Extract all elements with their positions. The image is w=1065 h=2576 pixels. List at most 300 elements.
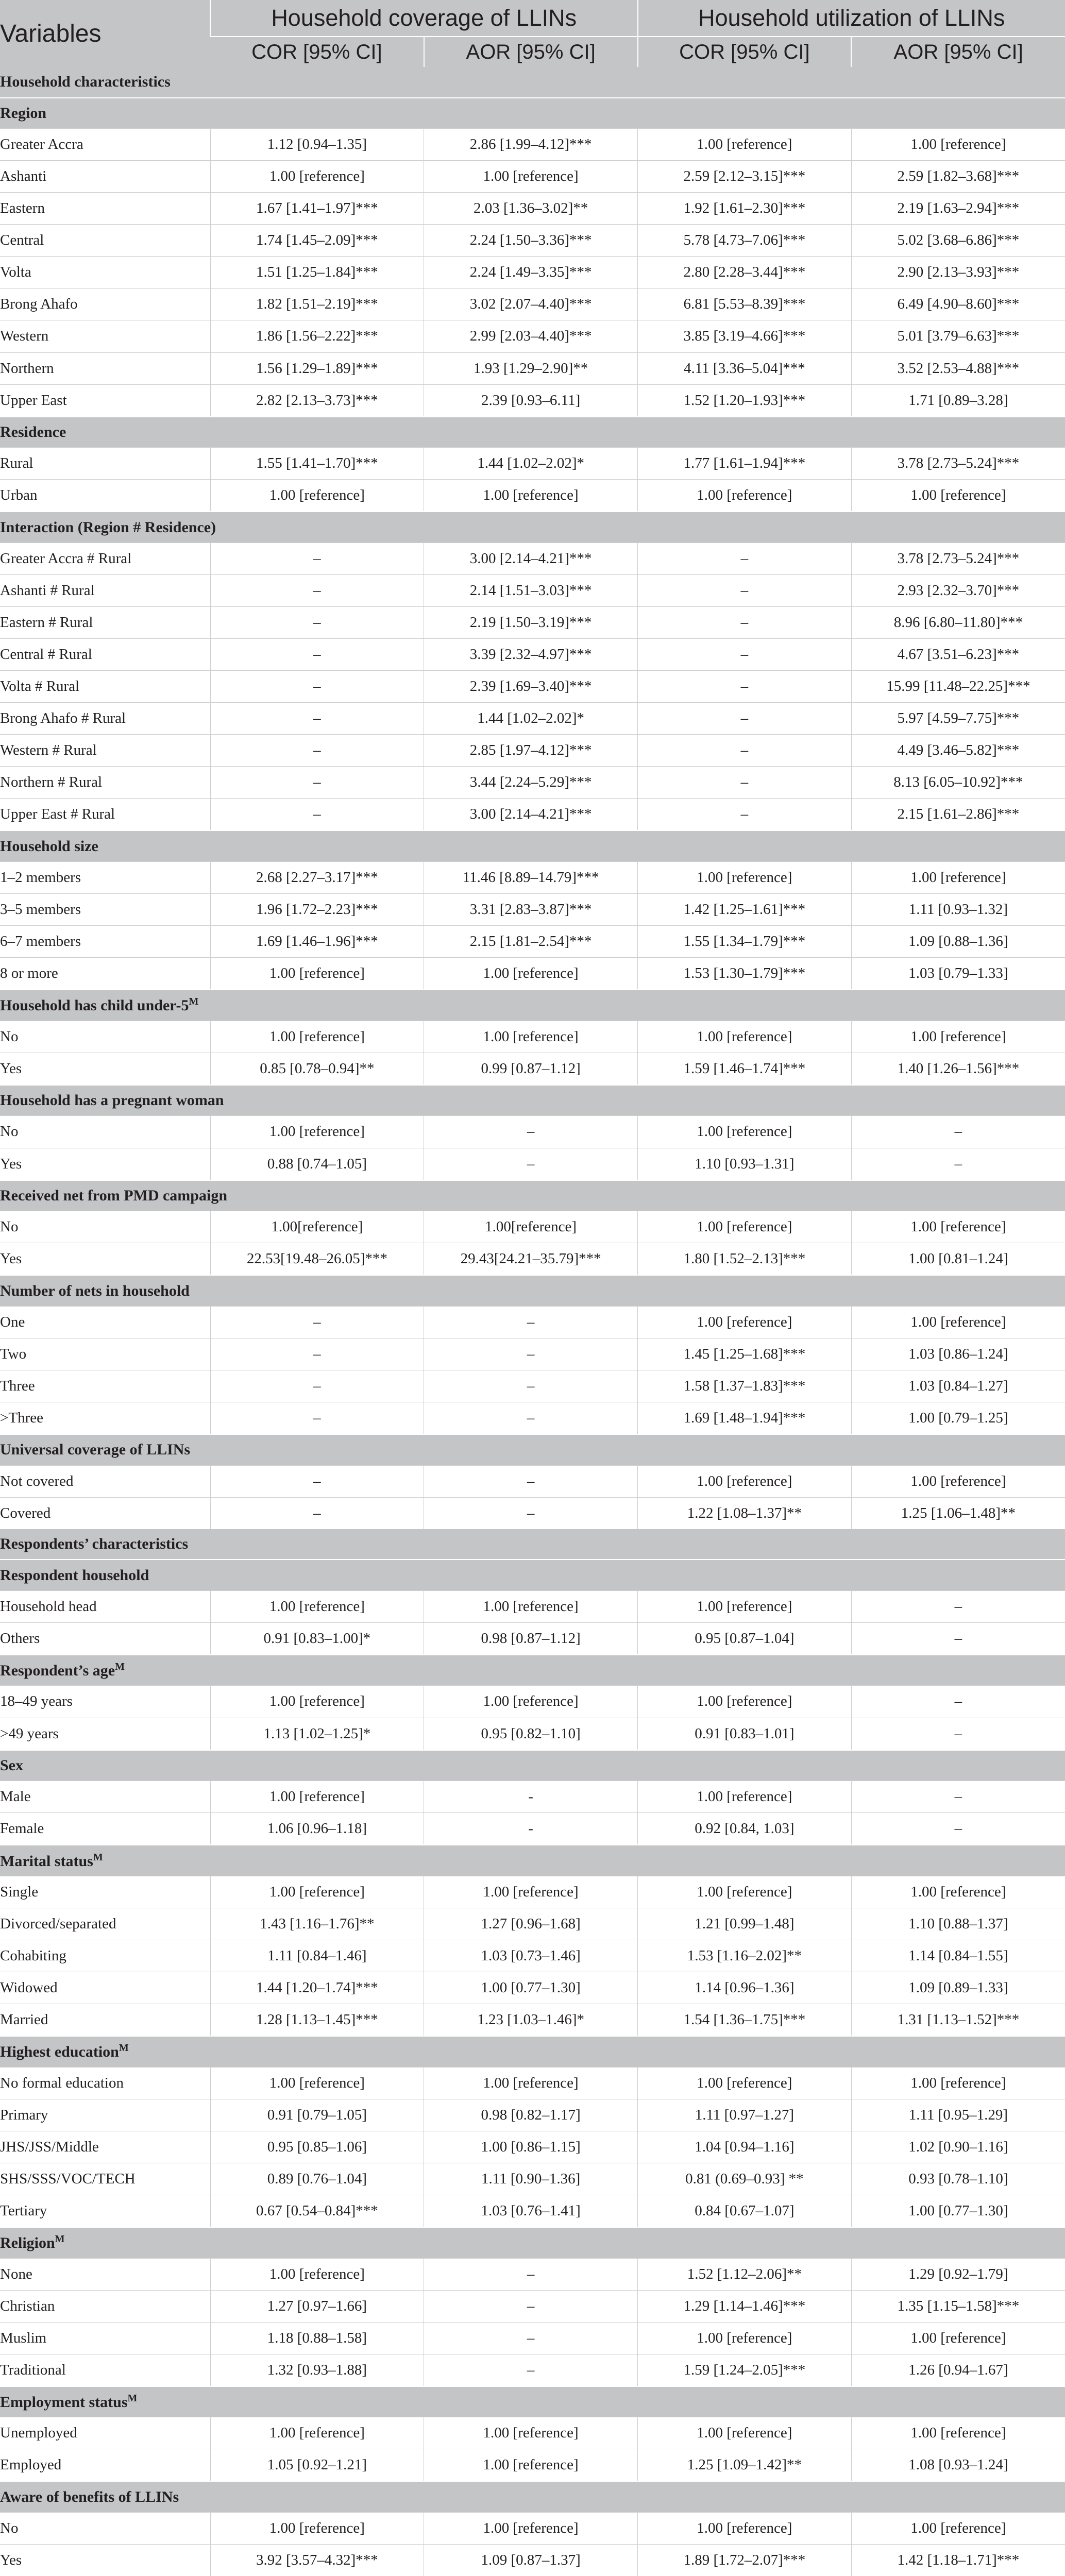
utilization-aor-cell: 3.78 [2.73–5.24]*** <box>851 448 1065 480</box>
row-label: Two <box>0 1338 210 1370</box>
coverage-cor-cell: 22.53[19.48–26.05]*** <box>210 1243 424 1276</box>
utilization-cor-cell: 1.80 [1.52–2.13]*** <box>638 1243 852 1276</box>
table-row <box>0 289 1065 320</box>
variable-group-row <box>0 831 1065 861</box>
table-row <box>0 671 1065 703</box>
utilization-cor-cell: 1.89 [1.72–2.07]*** <box>638 2545 852 2576</box>
row-label: Male <box>0 1781 210 1813</box>
utilization-cor-cell: 0.91 [0.83–1.01] <box>638 1718 852 1750</box>
coverage-cor-cell: 0.95 [0.85–1.06] <box>210 2131 424 2163</box>
utilization-aor-cell: – <box>851 1590 1065 1622</box>
table-row <box>0 2067 1065 2099</box>
row-label: Muslim <box>0 2322 210 2354</box>
row-label: Primary <box>0 2099 210 2131</box>
utilization-cor-cell: 1.69 [1.48–1.94]*** <box>638 1402 852 1434</box>
table-row <box>0 1338 1065 1370</box>
utilization-cor-cell: 1.53 [1.30–1.79]*** <box>638 958 852 990</box>
utilization-aor-cell: 1.11 [0.93–1.32] <box>851 894 1065 926</box>
coverage-cor-cell: – <box>210 735 424 767</box>
table-row <box>0 1306 1065 1338</box>
variable-group-row <box>0 1434 1065 1465</box>
coverage-cor-cell: 1.00 [reference] <box>210 161 424 193</box>
table-row <box>0 703 1065 735</box>
utilization-aor-cell: 8.13 [6.05–10.92]*** <box>851 767 1065 799</box>
table-row <box>0 2512 1065 2544</box>
utilization-aor-cell: 1.09 [0.88–1.36] <box>851 926 1065 958</box>
coverage-cor-cell: 1.51 [1.25–1.84]*** <box>210 257 424 289</box>
coverage-cor-header: COR [95% CI] <box>210 37 424 67</box>
row-label: Not covered <box>0 1465 210 1497</box>
variable-group-title <box>0 1750 1065 1781</box>
row-title-text: Respondents’ characteristics <box>0 1535 189 1552</box>
variable-group-title <box>0 2036 1065 2067</box>
multivariable-mark: M <box>93 1851 103 1863</box>
utilization-cor-cell: 1.00 [reference] <box>638 129 852 161</box>
utilization-aor-cell: 1.00 [0.81–1.24] <box>851 1243 1065 1276</box>
table-row <box>0 320 1065 352</box>
utilization-aor-cell: 1.00 [reference] <box>851 1306 1065 1338</box>
utilization-aor-cell: 1.42 [1.18–1.71]*** <box>851 2545 1065 2576</box>
row-label: No formal education <box>0 2067 210 2099</box>
table-row <box>0 767 1065 799</box>
utilization-aor-cell: – <box>851 1781 1065 1813</box>
row-label: Yes <box>0 2545 210 2576</box>
row-label: No <box>0 2512 210 2544</box>
utilization-aor-cell: – <box>851 1686 1065 1718</box>
coverage-cor-cell: 0.85 [0.78–0.94]** <box>210 1053 424 1085</box>
row-label: Cohabiting <box>0 1940 210 1972</box>
table-row <box>0 543 1065 574</box>
coverage-aor-cell: 0.98 [0.82–1.17] <box>424 2099 638 2131</box>
utilization-cor-cell: 1.00 [reference] <box>638 861 852 893</box>
row-label: 18–49 years <box>0 1686 210 1718</box>
utilization-aor-cell: 2.90 [2.13–3.93]*** <box>851 257 1065 289</box>
utilization-cor-cell: 1.00 [reference] <box>638 1211 852 1243</box>
coverage-cor-cell: 2.82 [2.13–3.73]*** <box>210 384 424 417</box>
row-title-text: Aware of benefits of LLINs <box>0 2488 179 2505</box>
row-title-text: Employment status <box>0 2394 128 2411</box>
row-title-text: Respondent household <box>0 1566 149 1584</box>
coverage-aor-cell: 1.00 [reference] <box>424 1590 638 1622</box>
row-label: Brong Ahafo # Rural <box>0 703 210 735</box>
utilization-aor-cell: 1.00 [reference] <box>851 2067 1065 2099</box>
coverage-cor-cell: 0.67 [0.54–0.84]*** <box>210 2195 424 2227</box>
row-label: Yes <box>0 1053 210 1085</box>
table-row <box>0 861 1065 893</box>
variable-group-row <box>0 2386 1065 2417</box>
table-row <box>0 225 1065 257</box>
row-label: 3–5 members <box>0 894 210 926</box>
table-row <box>0 2449 1065 2482</box>
row-label: No <box>0 1211 210 1243</box>
coverage-cor-cell: 0.91 [0.83–1.00]* <box>210 1622 424 1655</box>
row-label: Ashanti <box>0 161 210 193</box>
section-title <box>0 1529 1065 1560</box>
variable-group-title <box>0 1434 1065 1465</box>
utilization-aor-cell: – <box>851 1622 1065 1655</box>
utilization-cor-cell: 1.11 [0.97–1.27] <box>638 2099 852 2131</box>
utilization-cor-cell: 1.00 [reference] <box>638 1306 852 1338</box>
table-row <box>0 352 1065 384</box>
table-row <box>0 1465 1065 1497</box>
utilization-aor-cell: 6.49 [4.90–8.60]*** <box>851 289 1065 320</box>
variable-group-row <box>0 98 1065 129</box>
coverage-aor-cell: – <box>424 2290 638 2322</box>
coverage-cor-cell: 1.00 [reference] <box>210 2417 424 2449</box>
utilization-aor-cell: 1.00 [reference] <box>851 2512 1065 2544</box>
utilization-aor-cell: – <box>851 1718 1065 1750</box>
coverage-aor-cell: 2.24 [1.50–3.36]*** <box>424 225 638 257</box>
coverage-aor-cell: 1.00 [0.86–1.15] <box>424 2131 638 2163</box>
coverage-aor-cell: 1.00[reference] <box>424 1211 638 1243</box>
row-label: Central <box>0 225 210 257</box>
row-label: Household head <box>0 1590 210 1622</box>
coverage-aor-cell: – <box>424 1370 638 1402</box>
coverage-aor-cell: 1.44 [1.02–2.02]* <box>424 703 638 735</box>
utilization-cor-cell: 1.58 [1.37–1.83]*** <box>638 1370 852 1402</box>
utilization-aor-cell: 5.97 [4.59–7.75]*** <box>851 703 1065 735</box>
utilization-cor-cell: – <box>638 606 852 638</box>
row-title-text: Religion <box>0 2234 55 2252</box>
table-row <box>0 735 1065 767</box>
utilization-cor-cell: 1.45 [1.25–1.68]*** <box>638 1338 852 1370</box>
row-label: Volta # Rural <box>0 671 210 703</box>
row-label: Western # Rural <box>0 735 210 767</box>
section-title <box>0 67 1065 98</box>
utilization-cor-cell: – <box>638 543 852 574</box>
coverage-aor-cell: 3.31 [2.83–3.87]*** <box>424 894 638 926</box>
coverage-aor-cell: 11.46 [8.89–14.79]*** <box>424 861 638 893</box>
coverage-cor-cell: 1.05 [0.92–1.21] <box>210 2449 424 2482</box>
table-row <box>0 161 1065 193</box>
row-label: Others <box>0 1622 210 1655</box>
variable-group-title <box>0 417 1065 448</box>
coverage-aor-cell: – <box>424 1148 638 1180</box>
coverage-aor-cell: 1.00 [reference] <box>424 2417 638 2449</box>
utilization-aor-cell: 1.29 [0.92–1.79] <box>851 2258 1065 2290</box>
coverage-cor-cell: 1.00 [reference] <box>210 1876 424 1908</box>
coverage-aor-cell: - <box>424 1781 638 1813</box>
coverage-cor-cell: 1.44 [1.20–1.74]*** <box>210 1972 424 2004</box>
coverage-cor-cell: 1.00 [reference] <box>210 1021 424 1053</box>
table-row <box>0 2417 1065 2449</box>
utilization-cor-cell: 1.00 [reference] <box>638 1021 852 1053</box>
coverage-aor-cell: 1.00 [reference] <box>424 958 638 990</box>
utilization-aor-cell: 2.93 [2.32–3.70]*** <box>851 574 1065 606</box>
utilization-aor-cell: 2.59 [1.82–3.68]*** <box>851 161 1065 193</box>
table-row <box>0 2099 1065 2131</box>
row-title-text: Household characteristics <box>0 73 171 91</box>
coverage-aor-cell: – <box>424 1465 638 1497</box>
coverage-aor-cell: 3.39 [2.32–4.97]*** <box>424 639 638 671</box>
utilization-aor-cell: 1.03 [0.86–1.24] <box>851 1338 1065 1370</box>
utilization-aor-cell: 1.14 [0.84–1.55] <box>851 1940 1065 1972</box>
utilization-aor-cell: 2.15 [1.61–2.86]*** <box>851 799 1065 831</box>
utilization-aor-cell: 3.78 [2.73–5.24]*** <box>851 543 1065 574</box>
row-title-text: Respondent’s age <box>0 1662 115 1680</box>
row-label: >Three <box>0 1402 210 1434</box>
row-title-text: Residence <box>0 423 66 440</box>
row-label: No <box>0 1116 210 1148</box>
row-label: Married <box>0 2004 210 2037</box>
table-row <box>0 1243 1065 1276</box>
coverage-cor-cell: – <box>210 703 424 735</box>
row-title-text: Household has a pregnant woman <box>0 1092 224 1109</box>
coverage-cor-cell: 1.06 [0.96–1.18] <box>210 1813 424 1845</box>
variable-group-title <box>0 2227 1065 2258</box>
utilization-aor-cell: 1.25 [1.06–1.48]** <box>851 1497 1065 1529</box>
row-label: Yes <box>0 1243 210 1276</box>
utilization-cor-cell: 1.00 [reference] <box>638 480 852 512</box>
coverage-cor-cell: – <box>210 1465 424 1497</box>
variable-group-title <box>0 1655 1065 1686</box>
row-label: Urban <box>0 480 210 512</box>
table-row <box>0 2290 1065 2322</box>
coverage-aor-cell: – <box>424 1402 638 1434</box>
coverage-aor-cell: 1.00 [reference] <box>424 1876 638 1908</box>
utilization-cor-cell: 1.04 [0.94–1.16] <box>638 2131 852 2163</box>
coverage-cor-cell: 1.00 [reference] <box>210 2067 424 2099</box>
variable-group-row <box>0 2227 1065 2258</box>
table-row <box>0 1686 1065 1718</box>
row-label: Northern # Rural <box>0 767 210 799</box>
utilization-cor-cell: 0.92 [0.84, 1.03] <box>638 1813 852 1845</box>
utilization-aor-cell: – <box>851 1813 1065 1845</box>
utilization-aor-cell: – <box>851 1148 1065 1180</box>
utilization-aor-cell: 1.00 [reference] <box>851 2322 1065 2354</box>
coverage-cor-cell: 1.00 [reference] <box>210 1686 424 1718</box>
utilization-cor-cell: 1.92 [1.61–2.30]*** <box>638 193 852 225</box>
coverage-cor-cell: 1.00 [reference] <box>210 2258 424 2290</box>
utilization-cor-cell: 6.81 [5.53–8.39]*** <box>638 289 852 320</box>
row-label: Yes <box>0 1148 210 1180</box>
coverage-aor-cell: 2.39 [1.69–3.40]*** <box>424 671 638 703</box>
utilization-cor-cell: 1.77 [1.61–1.94]*** <box>638 448 852 480</box>
coverage-aor-cell: 2.85 [1.97–4.12]*** <box>424 735 638 767</box>
variables-header: Variables <box>0 0 210 67</box>
row-label: Divorced/separated <box>0 1908 210 1940</box>
utilization-aor-cell: 1.71 [0.89–3.28] <box>851 384 1065 417</box>
utilization-cor-cell: 1.00 [reference] <box>638 2417 852 2449</box>
coverage-aor-cell: 2.99 [2.03–4.40]*** <box>424 320 638 352</box>
coverage-cor-cell: – <box>210 767 424 799</box>
coverage-cor-cell: – <box>210 1497 424 1529</box>
variable-group-title <box>0 1085 1065 1116</box>
coverage-cor-cell: 1.12 [0.94–1.35] <box>210 129 424 161</box>
coverage-cor-cell: 1.00[reference] <box>210 1211 424 1243</box>
utilization-cor-cell: 1.52 [1.12–2.06]** <box>638 2258 852 2290</box>
utilization-aor-cell: 2.19 [1.63–2.94]*** <box>851 193 1065 225</box>
variable-group-title <box>0 98 1065 129</box>
utilization-cor-cell: – <box>638 671 852 703</box>
row-label: Upper East # Rural <box>0 799 210 831</box>
utilization-aor-header: AOR [95% CI] <box>851 37 1065 67</box>
table-row <box>0 606 1065 638</box>
utilization-aor-cell: 1.00 [reference] <box>851 2417 1065 2449</box>
utilization-cor-cell: 1.00 [reference] <box>638 1686 852 1718</box>
multivariable-mark: M <box>127 2393 138 2404</box>
coverage-aor-cell: 29.43[24.21–35.79]*** <box>424 1243 638 1276</box>
utilization-aor-cell: 1.03 [0.79–1.33] <box>851 958 1065 990</box>
table-row <box>0 639 1065 671</box>
table-row <box>0 193 1065 225</box>
utilization-cor-cell: 1.10 [0.93–1.31] <box>638 1148 852 1180</box>
coverage-aor-cell: 1.93 [1.29–2.90]** <box>424 352 638 384</box>
table-row <box>0 2004 1065 2037</box>
table-row <box>0 1021 1065 1053</box>
row-title-text: Highest education <box>0 2043 119 2061</box>
coverage-cor-cell: 0.89 [0.76–1.04] <box>210 2163 424 2195</box>
utilization-cor-cell: 1.54 [1.36–1.75]*** <box>638 2004 852 2037</box>
coverage-aor-cell: 2.24 [1.49–3.35]*** <box>424 257 638 289</box>
coverage-cor-cell: – <box>210 574 424 606</box>
table-row <box>0 257 1065 289</box>
utilization-cor-cell: 1.22 [1.08–1.37]** <box>638 1497 852 1529</box>
row-label: Three <box>0 1370 210 1402</box>
coverage-aor-cell: 1.23 [1.03–1.46]* <box>424 2004 638 2037</box>
row-title-text: Received net from PMD campaign <box>0 1187 228 1204</box>
utilization-cor-cell: 1.42 [1.25–1.61]*** <box>638 894 852 926</box>
utilization-aor-cell: 0.93 [0.78–1.10] <box>851 2163 1065 2195</box>
coverage-aor-cell: 1.00 [reference] <box>424 2512 638 2544</box>
utilization-cor-header: COR [95% CI] <box>638 37 852 67</box>
coverage-cor-cell: 1.11 [0.84–1.46] <box>210 1940 424 1972</box>
table-row <box>0 2354 1065 2386</box>
coverage-cor-cell: 1.67 [1.41–1.97]*** <box>210 193 424 225</box>
table-row <box>0 448 1065 480</box>
utilization-aor-cell: 1.00 [reference] <box>851 1465 1065 1497</box>
table-row <box>0 1908 1065 1940</box>
row-label: Employed <box>0 2449 210 2482</box>
utilization-aor-cell: 15.99 [11.48–22.25]*** <box>851 671 1065 703</box>
row-title-text: Region <box>0 104 46 122</box>
utilization-cor-cell: – <box>638 799 852 831</box>
coverage-cor-cell: 1.96 [1.72–2.23]*** <box>210 894 424 926</box>
utilization-aor-cell: 1.40 [1.26–1.56]*** <box>851 1053 1065 1085</box>
coverage-aor-cell: – <box>424 1338 638 1370</box>
row-label: Western <box>0 320 210 352</box>
coverage-cor-cell: 2.68 [2.27–3.17]*** <box>210 861 424 893</box>
utilization-cor-cell: 1.00 [reference] <box>638 2067 852 2099</box>
utilization-aor-cell: 1.00 [reference] <box>851 129 1065 161</box>
utilization-cor-cell: – <box>638 767 852 799</box>
coverage-aor-cell: 0.99 [0.87–1.12] <box>424 1053 638 1085</box>
coverage-cor-cell: 0.91 [0.79–1.05] <box>210 2099 424 2131</box>
coverage-cor-cell: 1.00 [reference] <box>210 958 424 990</box>
row-label: Covered <box>0 1497 210 1529</box>
table-row <box>0 2545 1065 2576</box>
variable-group-row <box>0 417 1065 448</box>
coverage-cor-cell: 1.43 [1.16–1.76]** <box>210 1908 424 1940</box>
coverage-cor-cell: – <box>210 799 424 831</box>
row-label: Upper East <box>0 384 210 417</box>
utilization-cor-cell: 1.00 [reference] <box>638 1465 852 1497</box>
coverage-aor-cell: – <box>424 2258 638 2290</box>
variable-group-row <box>0 1845 1065 1876</box>
utilization-cor-cell: – <box>638 735 852 767</box>
table-row <box>0 384 1065 417</box>
row-label: 1–2 members <box>0 861 210 893</box>
row-label: Greater Accra # Rural <box>0 543 210 574</box>
variable-group-row <box>0 1560 1065 1590</box>
utilization-cor-cell: 1.00 [reference] <box>638 2322 852 2354</box>
coverage-cor-cell: 0.88 [0.74–1.05] <box>210 1148 424 1180</box>
utilization-aor-cell: 1.00 [reference] <box>851 1211 1065 1243</box>
utilization-aor-cell: 1.11 [0.95–1.29] <box>851 2099 1065 2131</box>
utilization-aor-cell: 1.08 [0.93–1.24] <box>851 2449 1065 2482</box>
utilization-aor-cell: 1.03 [0.84–1.27] <box>851 1370 1065 1402</box>
variable-group-title <box>0 1275 1065 1306</box>
row-title-text: Sex <box>0 1756 23 1774</box>
coverage-aor-cell: 3.44 [2.24–5.29]*** <box>424 767 638 799</box>
utilization-cor-cell: – <box>638 574 852 606</box>
row-label: Christian <box>0 2290 210 2322</box>
row-label: SHS/SSS/VOC/TECH <box>0 2163 210 2195</box>
row-title-text: Interaction (Region # Residence) <box>0 518 216 536</box>
table-row <box>0 1718 1065 1750</box>
table-row <box>0 1940 1065 1972</box>
utilization-cor-cell: – <box>638 703 852 735</box>
table-row <box>0 958 1065 990</box>
table-row <box>0 129 1065 161</box>
section-header-row <box>0 1529 1065 1560</box>
utilization-aor-cell: 8.96 [6.80–11.80]*** <box>851 606 1065 638</box>
variable-group-row <box>0 2036 1065 2067</box>
variable-group-row <box>0 1750 1065 1781</box>
multivariable-mark: M <box>189 996 199 1008</box>
utilization-group-header: Household utilization of LLINs <box>638 0 1065 37</box>
row-title-text: Marital status <box>0 1852 93 1870</box>
coverage-aor-cell: 1.03 [0.76–1.41] <box>424 2195 638 2227</box>
variable-group-row <box>0 1085 1065 1116</box>
utilization-aor-cell: 1.35 [1.15–1.58]*** <box>851 2290 1065 2322</box>
utilization-aor-cell: 1.10 [0.88–1.37] <box>851 1908 1065 1940</box>
coverage-aor-cell: 1.00 [reference] <box>424 1021 638 1053</box>
coverage-cor-cell: 1.13 [1.02–1.25]* <box>210 1718 424 1750</box>
coverage-aor-cell: 2.86 [1.99–4.12]*** <box>424 129 638 161</box>
table-row <box>0 1813 1065 1845</box>
coverage-aor-cell: - <box>424 1813 638 1845</box>
variable-group-title <box>0 2386 1065 2417</box>
coverage-cor-cell: 1.28 [1.13–1.45]*** <box>210 2004 424 2037</box>
coverage-cor-cell: 3.92 [3.57–4.32]*** <box>210 2545 424 2576</box>
row-label: Greater Accra <box>0 129 210 161</box>
coverage-cor-cell: 1.00 [reference] <box>210 1590 424 1622</box>
row-label: One <box>0 1306 210 1338</box>
coverage-aor-cell: 1.00 [reference] <box>424 480 638 512</box>
utilization-aor-cell: 1.00 [reference] <box>851 1021 1065 1053</box>
utilization-cor-cell: 1.00 [reference] <box>638 1116 852 1148</box>
coverage-aor-cell: – <box>424 1306 638 1338</box>
table-row <box>0 1590 1065 1622</box>
utilization-cor-cell: – <box>638 639 852 671</box>
variable-group-title <box>0 1560 1065 1590</box>
coverage-aor-cell: 3.00 [2.14–4.21]*** <box>424 543 638 574</box>
row-label: Traditional <box>0 2354 210 2386</box>
row-label: >49 years <box>0 1718 210 1750</box>
coverage-aor-cell: 2.03 [1.36–3.02]** <box>424 193 638 225</box>
variable-group-row <box>0 1275 1065 1306</box>
row-title-text: Number of nets in household <box>0 1282 190 1299</box>
row-label: Volta <box>0 257 210 289</box>
variable-group-row <box>0 2481 1065 2512</box>
utilization-aor-cell: 4.49 [3.46–5.82]*** <box>851 735 1065 767</box>
variable-group-title <box>0 831 1065 861</box>
utilization-cor-cell: 0.81 (0.69–0.93] ** <box>638 2163 852 2195</box>
coverage-aor-cell: 1.00 [reference] <box>424 2067 638 2099</box>
table-row <box>0 574 1065 606</box>
utilization-aor-cell: 1.00 [0.77–1.30] <box>851 2195 1065 2227</box>
